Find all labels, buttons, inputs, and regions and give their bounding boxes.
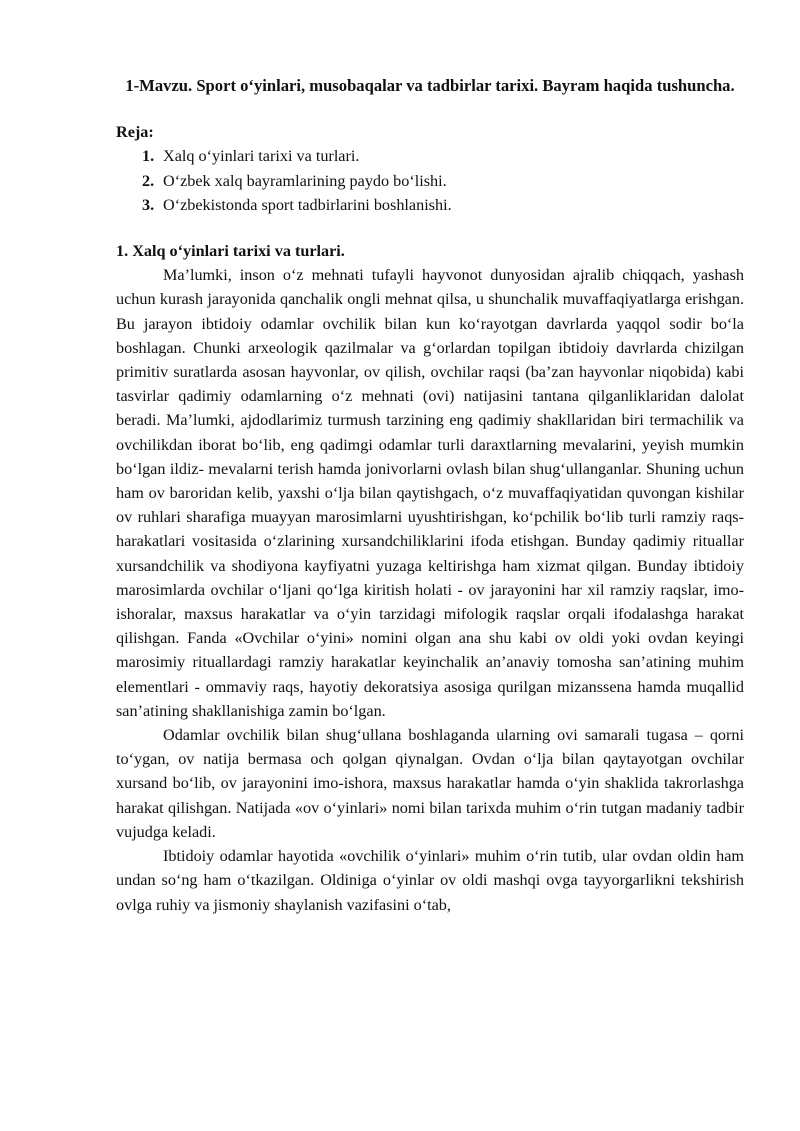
plan-item-text: Xalq o‘yinlari tarixi va turlari. xyxy=(163,147,360,166)
plan-item-number: 2. xyxy=(142,171,155,190)
plan-item-text: O‘zbekistonda sport tadbirlarini boshlanishi. xyxy=(163,195,452,214)
plan-item-number: 1. xyxy=(142,147,155,166)
body-paragraph: Ibtidoiy odamlar hayotida «ovchilik o‘yinlari» muhim o‘rin tutib, ular ovdan oldin ham undan so‘ng ham o‘tkazilgan. Oldiniga o‘yinlar ov oldi mashqi ovga tayyorgarlikni tekshirish ovlga ruhiy va jismoniy shaylanish vazifasini o‘tab, xyxy=(116,847,744,914)
plan-item xyxy=(142,144,744,168)
plan-item-text: O‘zbek xalq bayramlarining paydo bo‘lishi. xyxy=(163,171,447,190)
plan-item xyxy=(142,193,744,217)
page-title: 1-Mavzu. Sport o‘yinlari, musobaqalar va tadbirlar tarixi. Bayram haqida tushuncha. xyxy=(125,76,735,95)
body-paragraph: Ma’lumki, inson o‘z mehnati tufayli hayvonot dunyosidan ajralib chiqqach, yashash uchun kurash jarayonida qanchalik ongli mehnat qilsa, u shunchalik muvaffaqiyatlarga erishgan. Bu jarayon ibtidoiy odamlar ovchilik bilan kun ko‘rayotgan davrlarda yaqqol sodir bo‘la boshlagan. Chunki arxeologik qazilmalar va g‘orlardan topilgan ibtidoiy davrlarda chizilgan primitiv suratlarda asosan hayvonlar, ov qilish, ovchilar raqsi (ba’zan hayvonlar niqobida) kabi tasvirlar qadimiy odamlarning o‘z mehnati (ovi) natijasini tantana qilganliklaridan dalolat beradi. Ma’lumki, ajdodlarimiz turmush tarzining eng qadimiy shakllaridan biri termachilik va ovchilikdan iborat bo‘lib, eng qadimgi odamlar turli daraxtlarning mevalarini, yeyish mumkin bo‘lgan ildiz- mevalarni terish hamda jonivorlarni ovlash bilan shug‘ullanganlar. Shuning uchun ham ov baroridan kelib, yaxshi o‘lja bilan qaytishgach, o‘z muvaffaqiyatidan quvongan kishilar ov ruhlari sharafiga muayyan marosimlarni uyushtirishgan, ko‘pchilik bo‘lib turli ramziy raqs-harakatlari vositasida o‘zlarining xursandchiliklarini ifoda etishgan. Bunday qadimiy rituallar xursandchilik va shodiyona kayfiyatni yuzaga keltirishga ham xizmat qilgan. Bunday ibtidoiy marosimlarda ovchilar o‘ljani qo‘lga kiritish holati - ov jarayonini har xil ramziy raqslar, imo-ishoralar, maxsus harakatlar va o‘yin tarzidagi mifologik raqslar orqali ifodalashga harakat qilishgan. Fanda «Ovchilar o‘yini» nomini olgan ana shu kabi ov oldi yoki ovdan keyingi marosimiy rituallardagi ramziy harakatlar keyinchalik an’anaviy tomosha san’atining muhim elementlari - ommaviy raqs, hayotiy dekoratsiya asosiga qurilgan mizanssena hamda muqallid san’atining shakllanishiga zamin bo‘lgan. xyxy=(116,266,744,720)
document-page xyxy=(116,74,744,917)
plan-item-number: 3. xyxy=(142,195,155,214)
plan-item xyxy=(142,169,744,193)
section-heading: 1. Xalq o‘yinlari tarixi va turlari. xyxy=(116,242,345,261)
plan-list xyxy=(116,144,744,217)
plan-label: Reja: xyxy=(116,123,154,142)
body-paragraph: Odamlar ovchilik bilan shug‘ullana boshlaganda ularning ovi samarali tugasa – qorni to‘ygan, ov natija bermasa och qolgan qiynalgan. Ovdan o‘lja bilan qaytayotgan ovchilar xursand bo‘lib, ov jarayonini imo-ishora, maxsus harakatlar hamda o‘yin shaklida takrorlashga harakat qilishgan. Natijada «ov o‘yinlari» nomi bilan tarixda muhim o‘rin tutgan madaniy tadbir vujudga keladi. xyxy=(116,726,744,841)
